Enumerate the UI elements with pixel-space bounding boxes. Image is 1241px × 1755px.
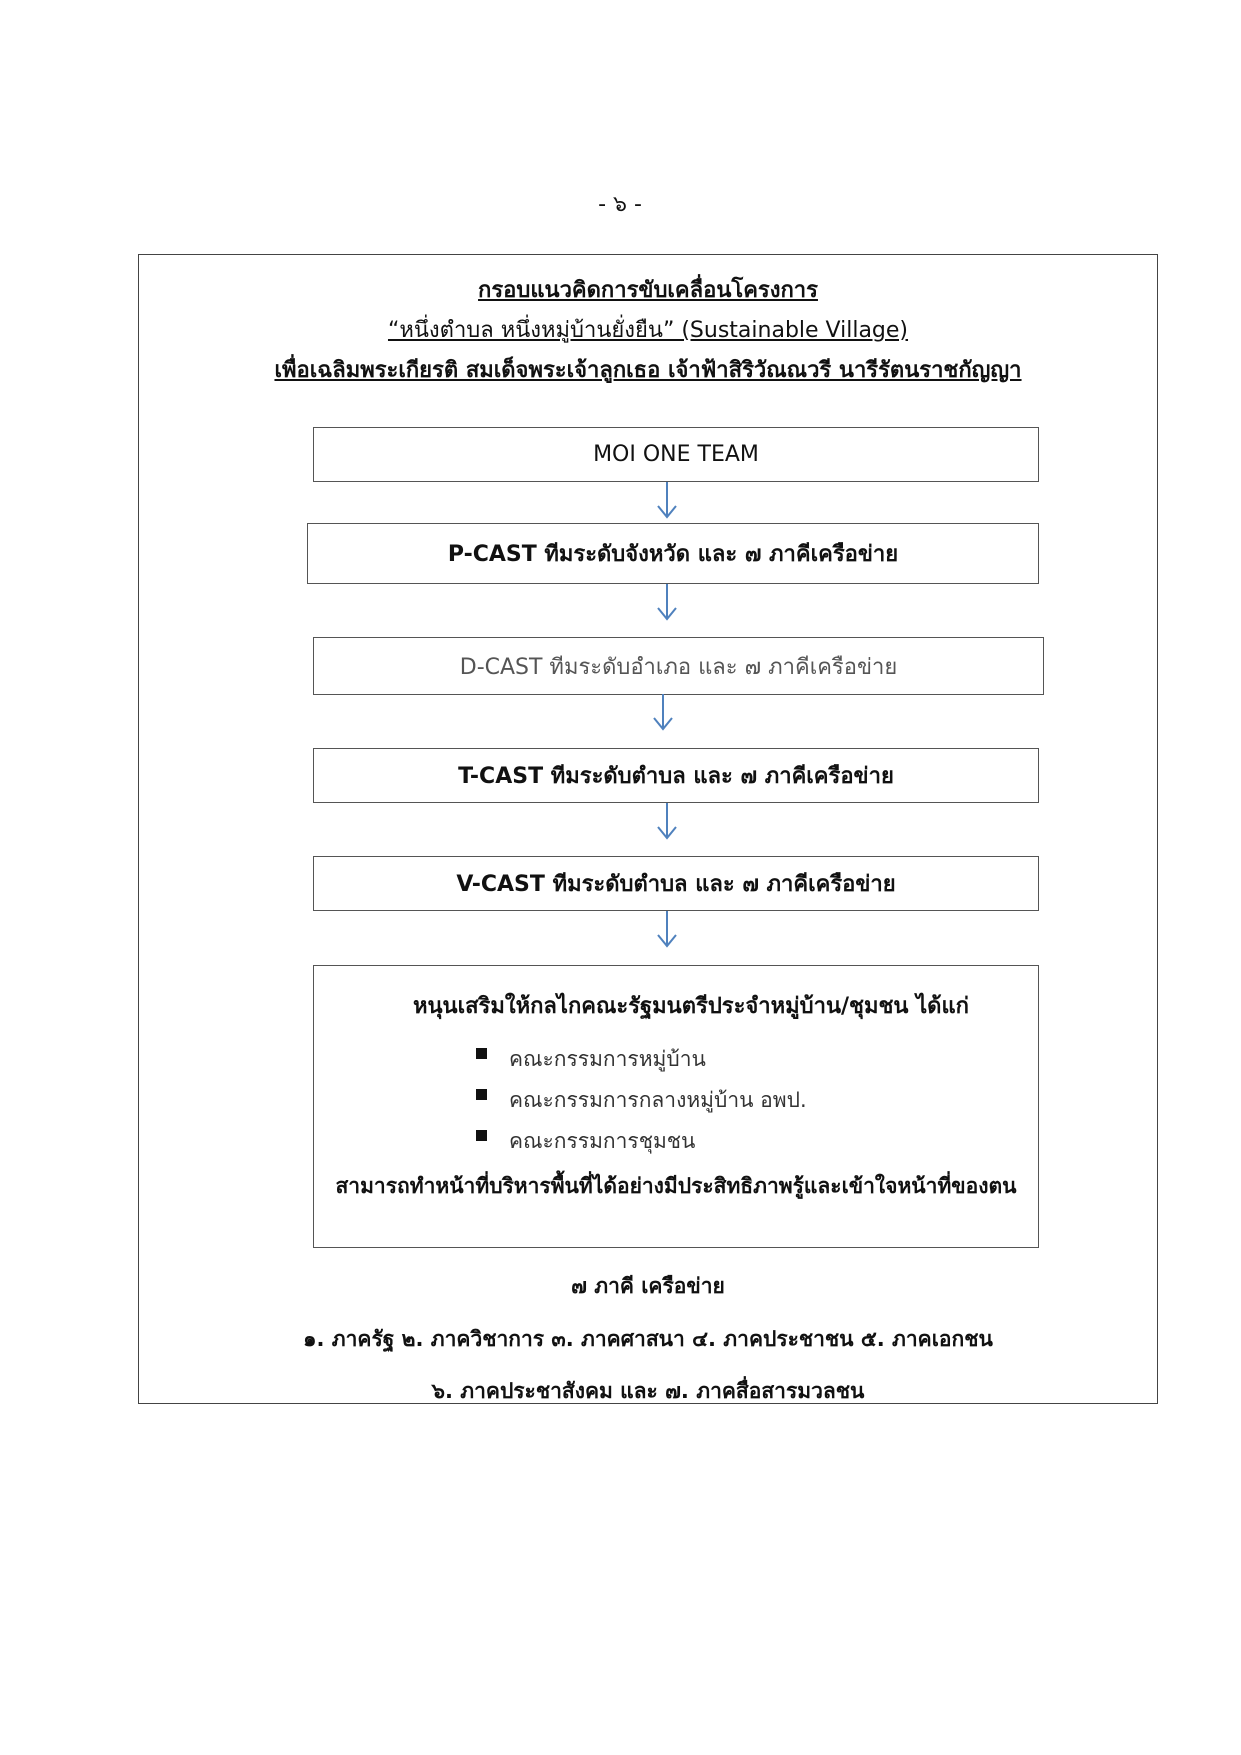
moi-one-team-label: MOI ONE TEAM xyxy=(593,442,759,467)
down-arrow-icon xyxy=(655,911,679,951)
d-cast-label: D-CAST ทีมระดับอำเภอ และ ๗ ภาคีเครือข่าย xyxy=(459,654,898,680)
down-arrow-icon xyxy=(651,694,675,734)
committee-list xyxy=(476,1039,807,1162)
square-bullet-icon xyxy=(476,1089,487,1100)
title-line-3: เพื่อเฉลิมพระเกียรติ สมเด็จพระเจ้าลูกเธอ เจ้าฟ้าสิริวัณณวรี นารีรัตนราชกัญญา xyxy=(274,358,1022,383)
d-cast-box xyxy=(313,637,1044,695)
v-cast-box xyxy=(313,856,1039,911)
mechanism-footer: สามารถทำหน้าที่บริหารพื้นที่ได้อย่างมีประสิทธิภาพรู้และเข้าใจหน้าที่ของตน xyxy=(335,1174,1017,1198)
village-mechanism-box xyxy=(313,965,1039,1248)
title-line-2: “หนึ่งตำบล หนึ่งหมู่บ้านยั่งยืน” (Sustainable Village) xyxy=(387,318,909,343)
list-item xyxy=(476,1121,807,1162)
network-heading: ๗ ภาคี เครือข่าย xyxy=(571,1274,725,1298)
list-item xyxy=(476,1039,807,1080)
network-list-line-2: ๖. ภาคประชาสังคม และ ๗. ภาคสื่อสารมวลชน xyxy=(431,1379,865,1403)
t-cast-label: T-CAST ทีมระดับตำบล และ ๗ ภาคีเครือข่าย xyxy=(458,764,894,789)
square-bullet-icon xyxy=(476,1130,487,1141)
moi-one-team-box xyxy=(313,427,1039,482)
down-arrow-icon xyxy=(655,584,679,624)
square-bullet-icon xyxy=(476,1048,487,1059)
down-arrow-icon xyxy=(655,803,679,843)
list-item-label: คณะกรรมการหมู่บ้าน xyxy=(509,1047,706,1071)
network-list-line-1: ๑. ภาครัฐ ๒. ภาควิชาการ ๓. ภาคศาสนา ๔. ภาคประชาชน ๕. ภาคเอกชน xyxy=(303,1327,993,1351)
p-cast-label: P-CAST ทีมระดับจังหวัด และ ๗ ภาคีเครือข่าย xyxy=(447,542,899,567)
page-number: - ๖ - xyxy=(598,192,642,217)
down-arrow-icon xyxy=(655,482,679,522)
p-cast-box xyxy=(307,523,1039,584)
mechanism-heading: หนุนเสริมให้กลไกคณะรัฐมนตรีประจำหมู่บ้าน/ชุมชน ได้แก่ xyxy=(413,994,969,1019)
list-item-label: คณะกรรมการกลางหมู่บ้าน อพป. xyxy=(509,1088,807,1112)
title-line-1: กรอบแนวคิดการขับเคลื่อนโครงการ xyxy=(478,278,818,303)
t-cast-box xyxy=(313,748,1039,803)
list-item xyxy=(476,1080,807,1121)
list-item-label: คณะกรรมการชุมชน xyxy=(509,1129,696,1153)
v-cast-label: V-CAST ทีมระดับตำบล และ ๗ ภาคีเครือข่าย xyxy=(456,872,896,897)
